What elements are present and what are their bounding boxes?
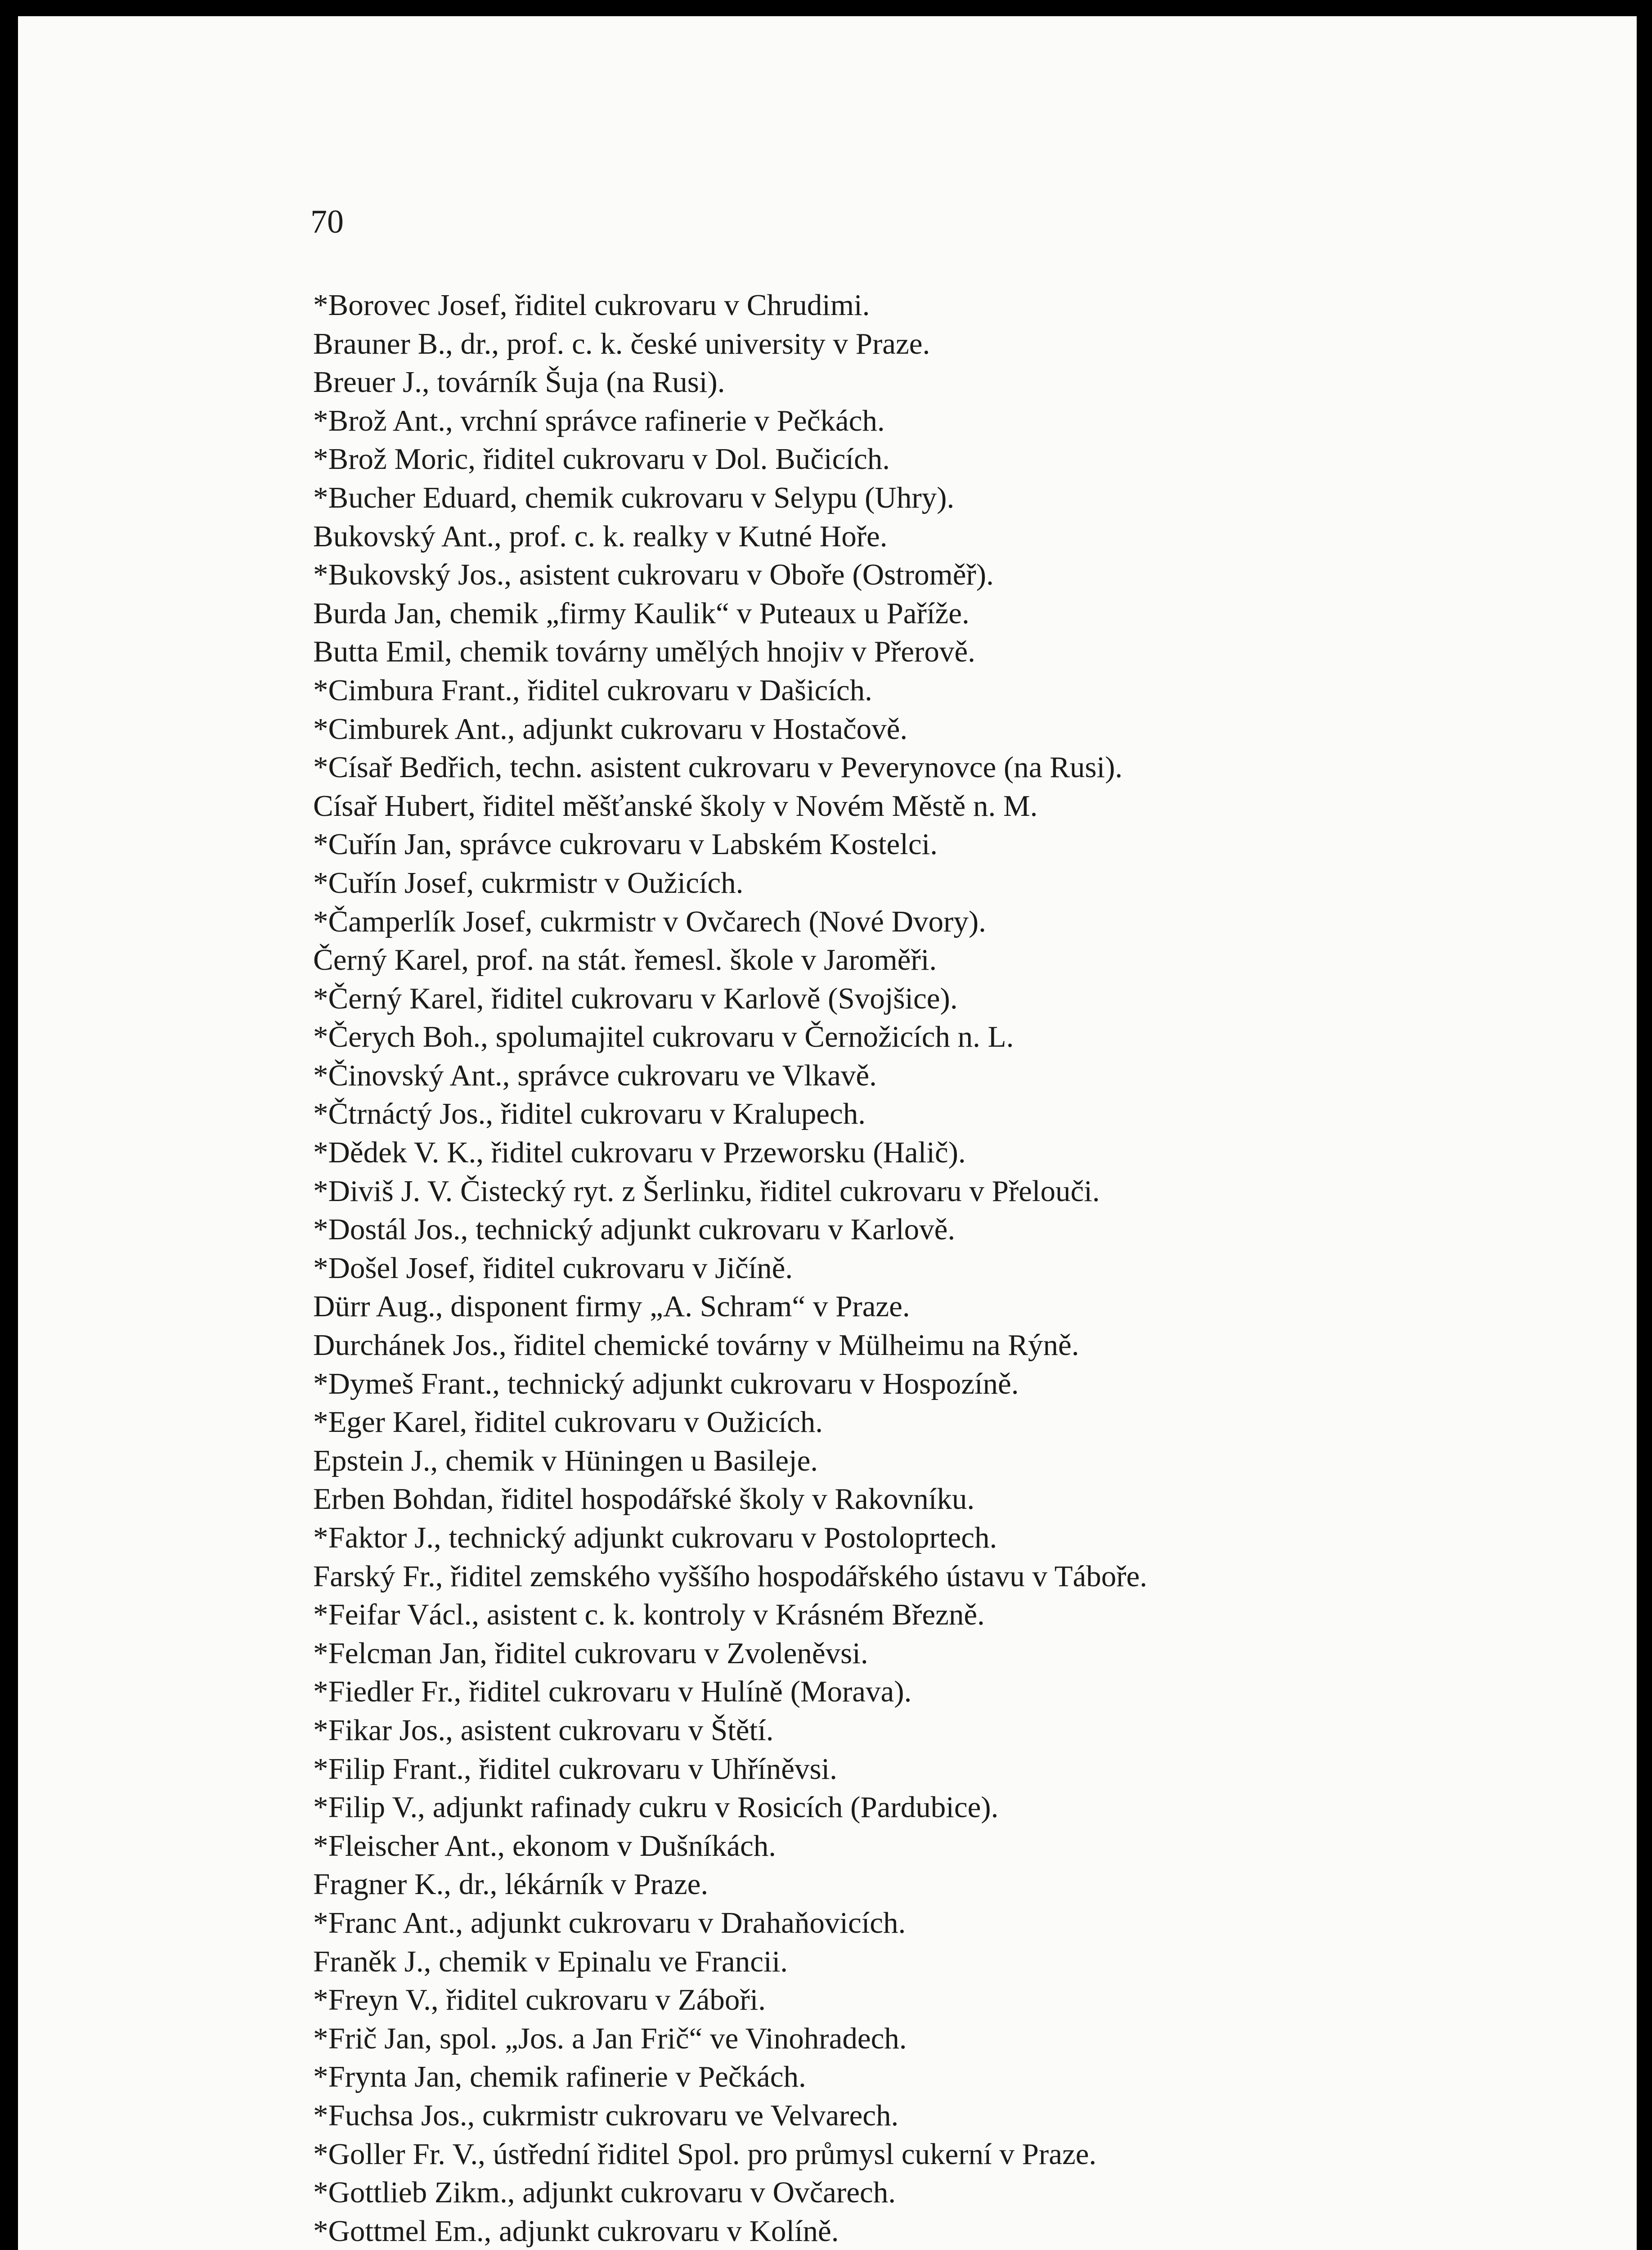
list-item: Černý Karel, prof. na stát. řemesl. škole v Jaroměři.: [313, 943, 937, 977]
list-item: Císař Hubert, řiditel měšťanské školy v Novém Městě n. M.: [313, 789, 1038, 823]
list-item: *Cuřín Jan, správce cukrovaru v Labském Kostelci.: [313, 828, 938, 861]
list-item: *Fikar Jos., asistent cukrovaru v Štětí.: [313, 1713, 774, 1747]
list-item: *Freyn V., řiditel cukrovaru v Záboři.: [313, 1983, 766, 2017]
list-item: *Činovský Ant., správce cukrovaru ve Vlkavě.: [313, 1058, 877, 1092]
list-item: *Bucher Eduard, chemik cukrovaru v Selypu (Uhry).: [313, 481, 955, 514]
list-item: *Fleischer Ant., ekonom v Dušníkách.: [313, 1829, 777, 1863]
list-item: *Diviš J. V. Čistecký ryt. z Šerlinku, řiditel cukrovaru v Přelouči.: [313, 1174, 1100, 1208]
list-item: *Černý Karel, řiditel cukrovaru v Karlově (Svojšice).: [313, 981, 958, 1015]
list-item: *Čamperlík Josef, cukrmistr v Ovčarech (Nové Dvory).: [313, 904, 986, 938]
list-item: *Eger Karel, řiditel cukrovaru v Oužicích.: [313, 1405, 823, 1439]
list-item: Breuer J., továrník Šuja (na Rusi).: [313, 365, 725, 399]
list-item: *Fiedler Fr., řiditel cukrovaru v Hulíně (Morava).: [313, 1675, 912, 1709]
list-item: Farský Fr., řiditel zemského vyššího hospodářského ústavu v Táboře.: [313, 1559, 1148, 1593]
list-item: *Bukovský Jos., asistent cukrovaru v Oboře (Ostroměř).: [313, 558, 994, 592]
list-item: *Brož Moric, řiditel cukrovaru v Dol. Bučicích.: [313, 442, 890, 476]
list-item: *Gottlieb Zikm., adjunkt cukrovaru v Ovčarech.: [313, 2176, 896, 2210]
page-number: 70: [310, 203, 344, 240]
list-item: Franěk J., chemik v Epinalu ve Francii.: [313, 1944, 788, 1978]
list-item: Erben Bohdan, řiditel hospodářské školy v Rakovníku.: [313, 1482, 975, 1516]
list-item: *Frič Jan, spol. „Jos. a Jan Frič“ ve Vinohradech.: [313, 2021, 907, 2055]
list-item: *Filip Frant., řiditel cukrovaru v Uhříněvsi.: [313, 1752, 837, 1786]
list-item: *Cimburek Ant., adjunkt cukrovaru v Hostačově.: [313, 712, 908, 746]
list-item: Bukovský Ant., prof. c. k. realky v Kutné Hoře.: [313, 519, 888, 553]
scanned-page: [18, 16, 1637, 2250]
list-item: *Gottmel Em., adjunkt cukrovaru v Kolíně.: [313, 2214, 839, 2248]
list-item: *Dostál Jos., technický adjunkt cukrovaru v Karlově.: [313, 1213, 956, 1246]
list-item: *Čerych Boh., spolumajitel cukrovaru v Černožicích n. L.: [313, 1020, 1014, 1054]
list-item: Butta Emil, chemik továrny umělých hnojiv v Přerově.: [313, 635, 975, 669]
list-item: *Faktor J., technický adjunkt cukrovaru v Postoloprtech.: [313, 1521, 997, 1554]
list-item: *Feifar Václ., asistent c. k. kontroly v Krásném Březně.: [313, 1598, 985, 1632]
list-item: Dürr Aug., disponent firmy „A. Schram“ v Praze.: [313, 1290, 910, 1323]
list-item: Fragner K., dr., lékárník v Praze.: [313, 1868, 709, 1901]
list-item: Durchánek Jos., řiditel chemické továrny v Mülheimu na Rýně.: [313, 1328, 1079, 1362]
list-item: Epstein J., chemik v Hüningen u Basileje.: [313, 1444, 818, 1477]
list-item: *Frynta Jan, chemik rafinerie v Pečkách.: [313, 2060, 806, 2094]
list-item: *Goller Fr. V., ústřední řiditel Spol. pro průmysl cukerní v Praze.: [313, 2137, 1097, 2171]
list-item: Brauner B., dr., prof. c. k. české university v Praze.: [313, 327, 930, 360]
list-item: *Cimbura Frant., řiditel cukrovaru v Dašicích.: [313, 673, 872, 707]
list-item: *Franc Ant., adjunkt cukrovaru v Drahaňovicích.: [313, 1906, 906, 1940]
list-item: *Došel Josef, řiditel cukrovaru v Jičíně.: [313, 1251, 793, 1285]
list-item: *Císař Bedřich, techn. asistent cukrovaru v Peverynovce (na Rusi).: [313, 751, 1123, 784]
list-item: *Filip V., adjunkt rafinady cukru v Rosicích (Pardubice).: [313, 1791, 999, 1824]
list-item: *Cuřín Josef, cukrmistr v Oužicích.: [313, 866, 744, 900]
list-item: *Dymeš Frant., technický adjunkt cukrovaru v Hospozíně.: [313, 1367, 1019, 1400]
list-item: Burda Jan, chemik „firmy Kaulik“ v Puteaux u Paříže.: [313, 596, 970, 630]
list-item: *Čtrnáctý Jos., řiditel cukrovaru v Kralupech.: [313, 1097, 866, 1131]
member-list: [313, 286, 1555, 2250]
list-item: *Felcman Jan, řiditel cukrovaru v Zvoleněvsi.: [313, 1636, 868, 1670]
list-item: *Borovec Josef, řiditel cukrovaru v Chrudimi.: [313, 288, 870, 322]
list-item: *Brož Ant., vrchní správce rafinerie v Pečkách.: [313, 404, 885, 437]
list-item: *Fuchsa Jos., cukrmistr cukrovaru ve Velvarech.: [313, 2098, 899, 2132]
list-item: *Dědek V. K., řiditel cukrovaru v Przeworsku (Halič).: [313, 1136, 966, 1170]
